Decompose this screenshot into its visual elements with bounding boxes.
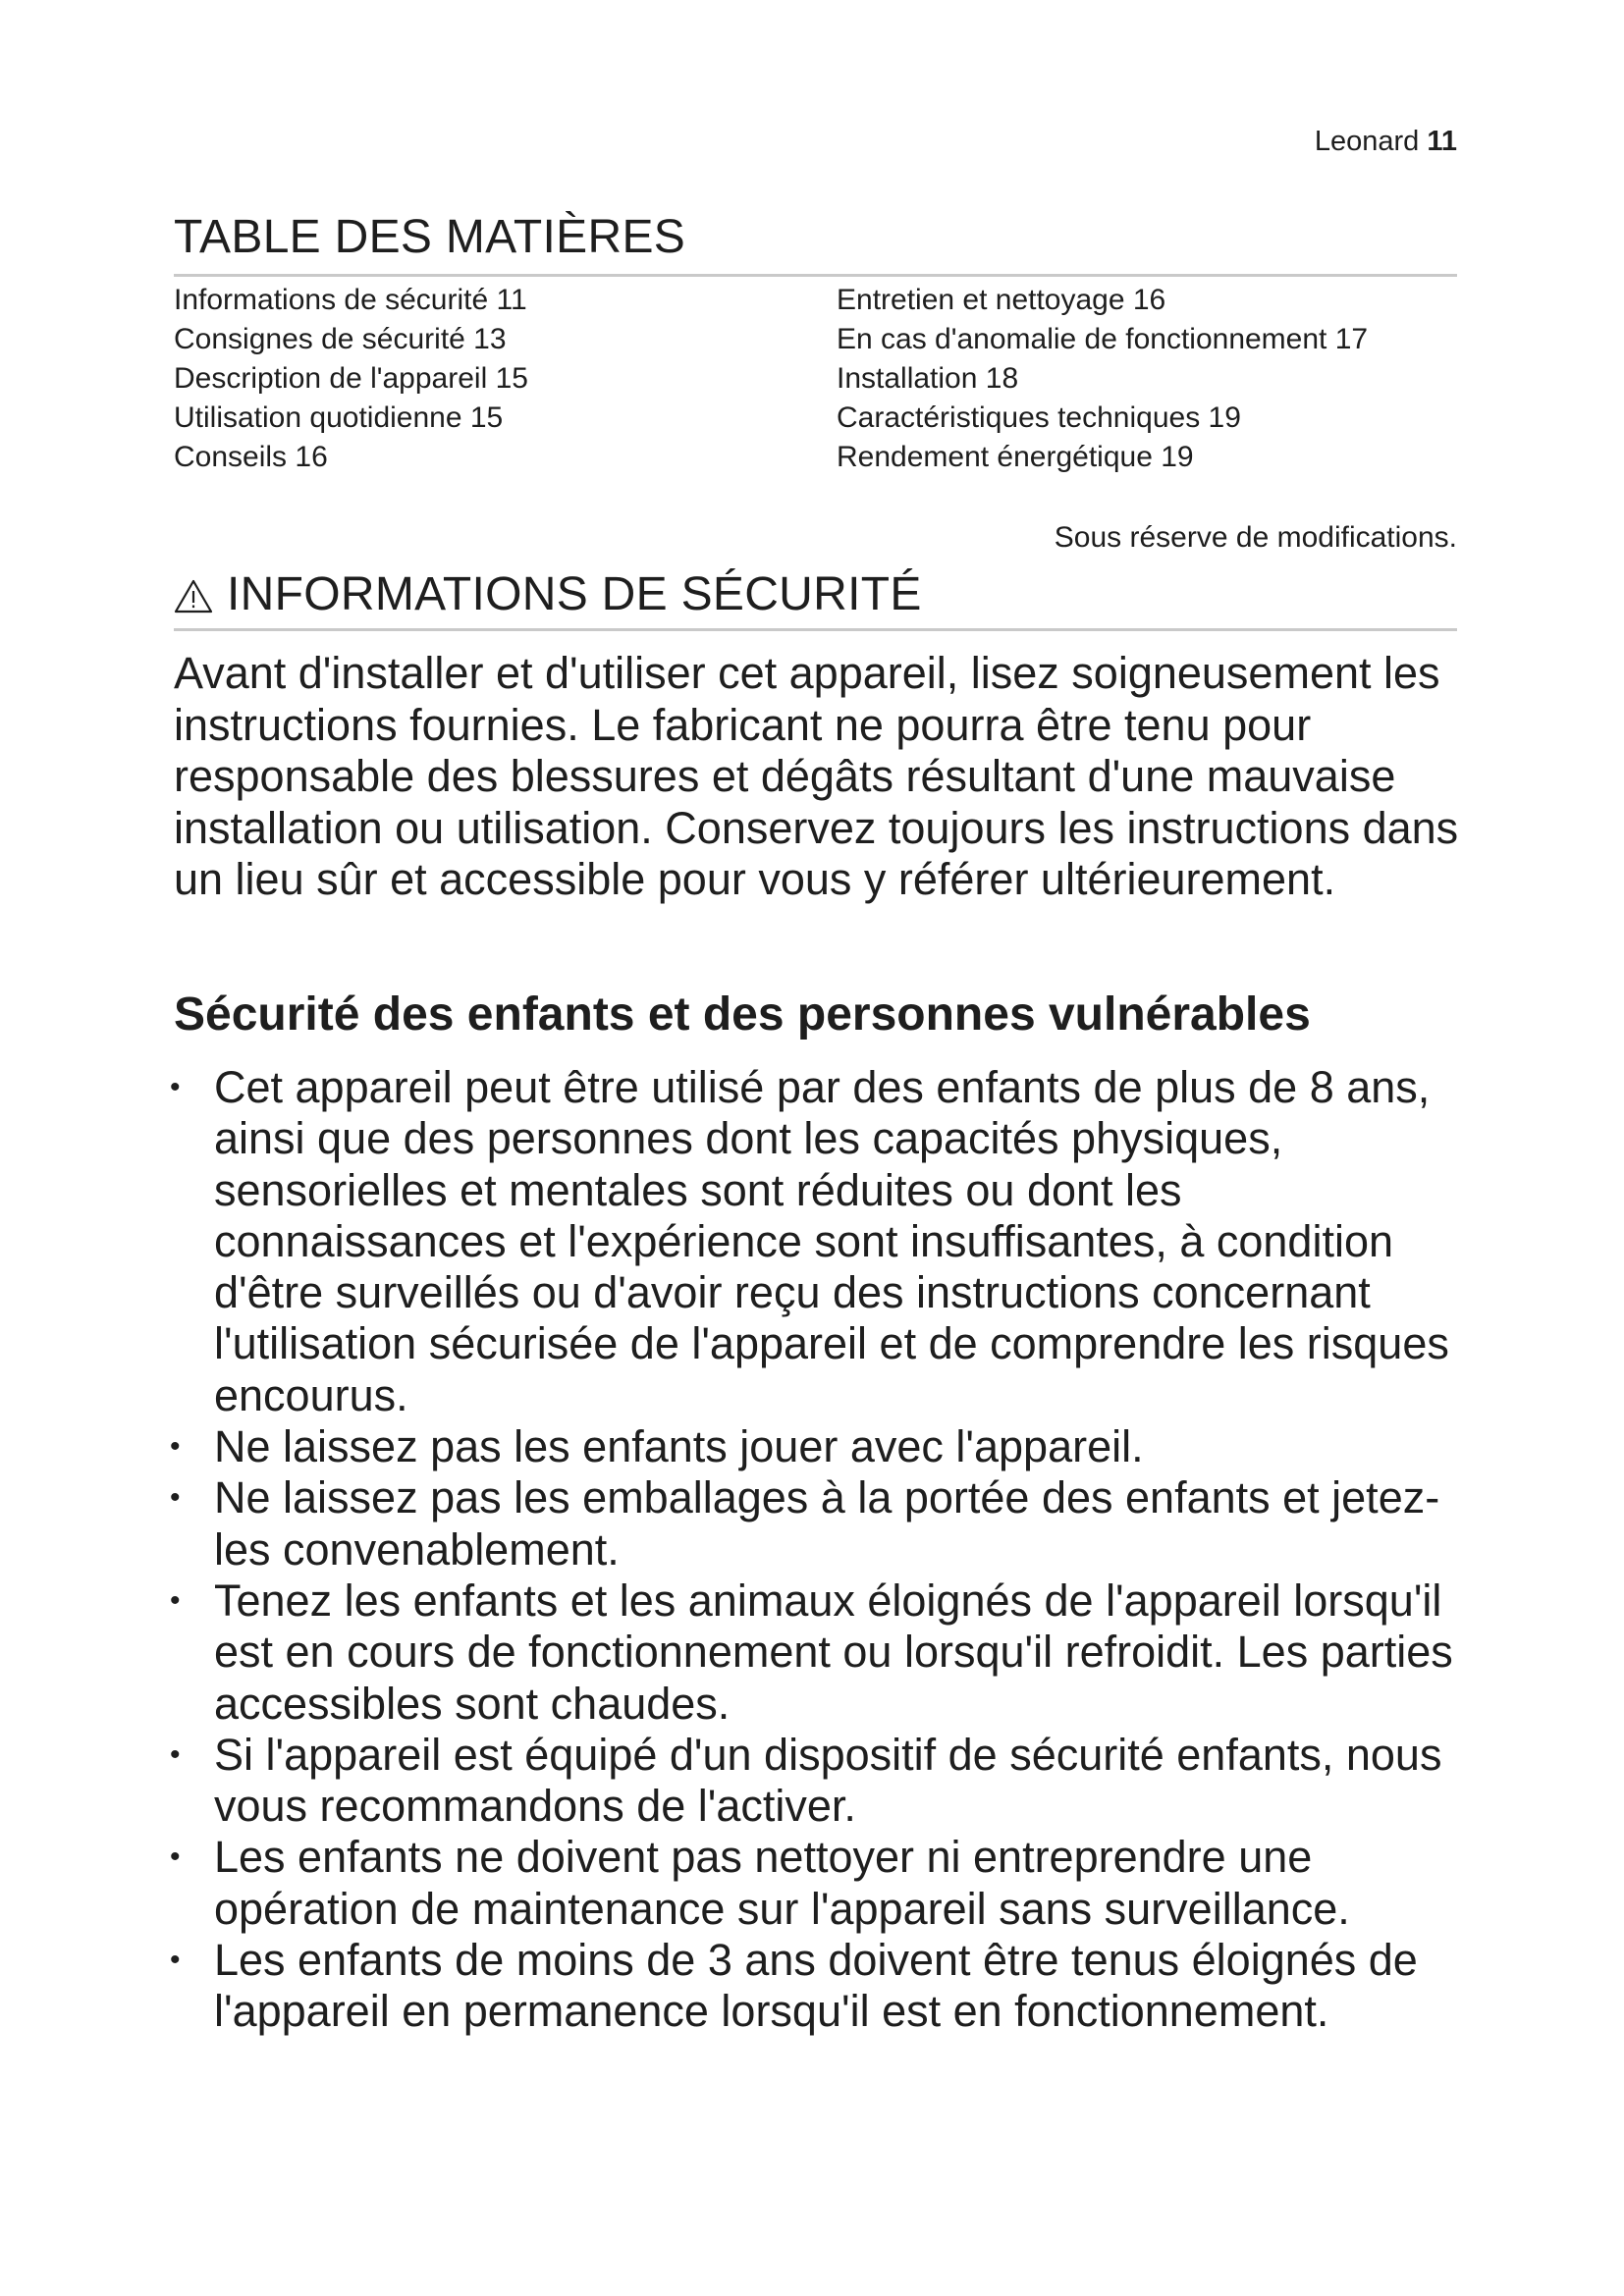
toc-item: Consignes de sécurité 13 (174, 323, 507, 355)
bullet-icon: • (170, 1944, 181, 1977)
toc-item: Utilisation quotidienne 15 (174, 401, 504, 434)
toc-item: En cas d'anomalie de fonctionnement 17 (837, 323, 1369, 355)
list-item (170, 1575, 1466, 1730)
warning-triangle-icon (174, 579, 213, 614)
brand-name: Leonard (1314, 126, 1420, 157)
list-item (170, 1730, 1466, 1833)
list-item-text: Les enfants de moins de 3 ans doivent être tenus éloignés de l'appareil en permanence lorsqu'il est en fonctionnement. (214, 1935, 1418, 2037)
page-number: 11 (1427, 126, 1457, 157)
list-item (170, 1832, 1466, 1935)
bullet-icon: • (170, 1841, 181, 1874)
bullet-icon: • (170, 1071, 181, 1103)
section-title-text: INFORMATIONS DE SÉCURITÉ (227, 568, 922, 620)
bullet-icon: • (170, 1737, 181, 1771)
modifications-note: Sous réserve de modifications. (1054, 521, 1457, 554)
toc-item: Caractéristiques techniques 19 (837, 401, 1241, 434)
toc-divider (174, 274, 1457, 277)
subsection-title: Sécurité des enfants et des personnes vulnérables (174, 988, 1311, 1041)
list-item-text: Ne laissez pas les enfants jouer avec l'appareil. (214, 1421, 1144, 1472)
intro-paragraph: Avant d'installer et d'utiliser cet appareil, lisez soigneusement les instructions fournies. Le fabricant ne pourra être tenu pour responsable des blessures et dégâts résultant d'une mauvaise installation ou utilisation. Conservez toujours les instructions dans un lieu sûr et accessible pour vous y référer ultérieurement. (174, 648, 1459, 904)
list-item (170, 1062, 1466, 1421)
section-title (174, 567, 922, 621)
list-item (170, 1421, 1466, 1472)
list-item-text: Les enfants ne doivent pas nettoyer ni entreprendre une opération de maintenance sur l'appareil sans surveillance. (214, 1832, 1350, 1934)
toc-item: Installation 18 (837, 362, 1019, 395)
list-item (170, 1935, 1466, 2038)
bullet-icon: • (170, 1583, 181, 1617)
list-item-text: Si l'appareil est équipé d'un dispositif de sécurité enfants, nous vous recommandons de l'activer. (214, 1729, 1442, 1832)
safety-bullet-list (170, 1062, 1466, 2038)
bullet-icon: • (170, 1481, 181, 1515)
toc-title: TABLE DES MATIÈRES (174, 211, 686, 263)
list-item-text: Cet appareil peut être utilisé par des enfants de plus de 8 ans, ainsi que des personnes dont les capacités physiques, sensorielles et mentales sont réduites ou dont les connaissances et l'expérience sont insuffisantes, à condition d'être surveillés ou d'avoir reçu des instructions concernant l'utilisation sécurisée de l'appareil et de comprendre les risques encourus. (214, 1062, 1449, 1420)
list-item (170, 1472, 1466, 1575)
bullet-icon: • (170, 1430, 181, 1464)
list-item-text: Tenez les enfants et les animaux éloignés de l'appareil lorsqu'il est en cours de fonctionnement ou lorsqu'il refroidit. Les parties accessibles sont chaudes. (214, 1575, 1453, 1729)
toc-item: Description de l'appareil 15 (174, 362, 528, 395)
list-item-text: Ne laissez pas les emballages à la portée des enfants et jetez-les convenablement. (214, 1472, 1440, 1575)
toc-item: Rendement énergétique 19 (837, 441, 1194, 473)
page-header (1315, 126, 1457, 158)
toc-right-column (837, 281, 1368, 477)
toc-item: Informations de sécurité 11 (174, 284, 527, 316)
toc-item: Conseils 16 (174, 441, 328, 473)
toc-item: Entretien et nettoyage 16 (837, 284, 1166, 316)
toc-left-column (174, 281, 528, 477)
section-divider (174, 628, 1457, 631)
